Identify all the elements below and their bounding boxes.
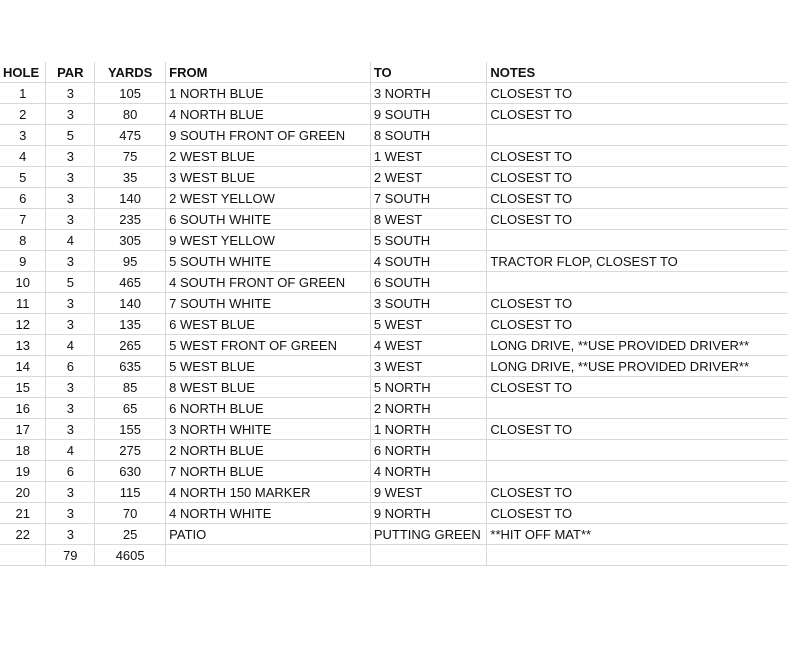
cell-notes: CLOSEST TO xyxy=(487,314,788,335)
table-row xyxy=(0,314,788,335)
cell-from: 4 NORTH 150 MARKER xyxy=(166,482,371,503)
table-row xyxy=(0,167,788,188)
cell-to: 6 SOUTH xyxy=(370,272,487,293)
cell-hole: 20 xyxy=(0,482,46,503)
cell-to: 1 WEST xyxy=(370,146,487,167)
table-row xyxy=(0,356,788,377)
table-row xyxy=(0,377,788,398)
cell-par: 5 xyxy=(46,125,95,146)
cell-par: 3 xyxy=(46,188,95,209)
header-notes: NOTES xyxy=(487,62,788,83)
table-row xyxy=(0,251,788,272)
cell-yards: 70 xyxy=(95,503,166,524)
cell-notes: TRACTOR FLOP, CLOSEST TO xyxy=(487,251,788,272)
cell-yards: 95 xyxy=(95,251,166,272)
cell-hole: 14 xyxy=(0,356,46,377)
cell-yards: 25 xyxy=(95,524,166,545)
cell-to: 2 WEST xyxy=(370,167,487,188)
cell-from: 7 SOUTH WHITE xyxy=(166,293,371,314)
cell-from: 5 WEST BLUE xyxy=(166,356,371,377)
cell-hole: 2 xyxy=(0,104,46,125)
cell-hole: 22 xyxy=(0,524,46,545)
cell-notes xyxy=(487,440,788,461)
cell-yards: 135 xyxy=(95,314,166,335)
cell-from: 6 SOUTH WHITE xyxy=(166,209,371,230)
cell-par: 5 xyxy=(46,272,95,293)
table-row xyxy=(0,125,788,146)
cell-yards: 635 xyxy=(95,356,166,377)
cell-par: 3 xyxy=(46,209,95,230)
cell-from: 6 NORTH BLUE xyxy=(166,398,371,419)
cell-to: 3 NORTH xyxy=(370,83,487,104)
cell-par: 3 xyxy=(46,167,95,188)
cell-notes xyxy=(487,398,788,419)
cell-yards: 35 xyxy=(95,167,166,188)
cell-from: 4 SOUTH FRONT OF GREEN xyxy=(166,272,371,293)
cell-par: 3 xyxy=(46,419,95,440)
cell-hole: 17 xyxy=(0,419,46,440)
cell-hole: 9 xyxy=(0,251,46,272)
table-row xyxy=(0,419,788,440)
cell-to: 4 WEST xyxy=(370,335,487,356)
cell-hole: 15 xyxy=(0,377,46,398)
cell-from: 5 SOUTH WHITE xyxy=(166,251,371,272)
cell-from: 7 NORTH BLUE xyxy=(166,461,371,482)
cell-yards: 80 xyxy=(95,104,166,125)
cell-yards: 475 xyxy=(95,125,166,146)
cell-par: 3 xyxy=(46,524,95,545)
cell-from: 8 WEST BLUE xyxy=(166,377,371,398)
cell-hole: 16 xyxy=(0,398,46,419)
cell-to: 3 WEST xyxy=(370,356,487,377)
cell-to: 5 NORTH xyxy=(370,377,487,398)
cell-yards: 140 xyxy=(95,293,166,314)
cell-yards: 65 xyxy=(95,398,166,419)
cell-to: 5 WEST xyxy=(370,314,487,335)
cell-from: 1 NORTH BLUE xyxy=(166,83,371,104)
cell-to: 2 NORTH xyxy=(370,398,487,419)
cell-notes: CLOSEST TO xyxy=(487,377,788,398)
cell-yards: 265 xyxy=(95,335,166,356)
cell-notes xyxy=(487,125,788,146)
cell-notes: CLOSEST TO xyxy=(487,167,788,188)
header-yards: YARDS xyxy=(95,62,166,83)
cell-yards: 235 xyxy=(95,209,166,230)
cell-par: 3 xyxy=(46,314,95,335)
cell-from: 2 WEST YELLOW xyxy=(166,188,371,209)
cell-to: 9 WEST xyxy=(370,482,487,503)
cell-from: 3 NORTH WHITE xyxy=(166,419,371,440)
cell-hole: 6 xyxy=(0,188,46,209)
table-row xyxy=(0,209,788,230)
cell-yards: 75 xyxy=(95,146,166,167)
cell-yards: 155 xyxy=(95,419,166,440)
cell-yards: 275 xyxy=(95,440,166,461)
cell-par: 4 xyxy=(46,335,95,356)
cell-hole: 1 xyxy=(0,83,46,104)
cell-to: 9 SOUTH xyxy=(370,104,487,125)
cell-from: 9 WEST YELLOW xyxy=(166,230,371,251)
cell-to: 4 SOUTH xyxy=(370,251,487,272)
cell-par: 3 xyxy=(46,398,95,419)
table-row xyxy=(0,461,788,482)
header-row xyxy=(0,62,788,83)
cell-to: 8 SOUTH xyxy=(370,125,487,146)
cell-notes: LONG DRIVE, **USE PROVIDED DRIVER** xyxy=(487,356,788,377)
totals-row xyxy=(0,545,788,566)
table-row xyxy=(0,188,788,209)
cell-yards: 85 xyxy=(95,377,166,398)
cell-hole: 19 xyxy=(0,461,46,482)
cell-par: 6 xyxy=(46,356,95,377)
cell-notes: CLOSEST TO xyxy=(487,188,788,209)
cell-par: 3 xyxy=(46,293,95,314)
cell-hole: 5 xyxy=(0,167,46,188)
cell-to: 3 SOUTH xyxy=(370,293,487,314)
total-par: 79 xyxy=(46,545,95,566)
header-to: TO xyxy=(370,62,487,83)
totals-hole-cell xyxy=(0,545,46,566)
cell-from: 6 WEST BLUE xyxy=(166,314,371,335)
cell-yards: 305 xyxy=(95,230,166,251)
header-from: FROM xyxy=(166,62,371,83)
cell-notes: CLOSEST TO xyxy=(487,482,788,503)
table-row xyxy=(0,83,788,104)
cell-notes xyxy=(487,461,788,482)
cell-to: 1 NORTH xyxy=(370,419,487,440)
table-row xyxy=(0,230,788,251)
cell-from: 4 NORTH WHITE xyxy=(166,503,371,524)
cell-notes: LONG DRIVE, **USE PROVIDED DRIVER** xyxy=(487,335,788,356)
cell-hole: 13 xyxy=(0,335,46,356)
cell-hole: 10 xyxy=(0,272,46,293)
table-row xyxy=(0,104,788,125)
table-row xyxy=(0,335,788,356)
cell-hole: 7 xyxy=(0,209,46,230)
table-row xyxy=(0,524,788,545)
cell-par: 3 xyxy=(46,503,95,524)
cell-par: 3 xyxy=(46,104,95,125)
cell-hole: 3 xyxy=(0,125,46,146)
cell-yards: 465 xyxy=(95,272,166,293)
cell-from: 2 NORTH BLUE xyxy=(166,440,371,461)
cell-to: 6 NORTH xyxy=(370,440,487,461)
cell-notes xyxy=(487,230,788,251)
cell-notes: **HIT OFF MAT** xyxy=(487,524,788,545)
table-row xyxy=(0,482,788,503)
golf-course-table xyxy=(0,62,788,566)
cell-par: 3 xyxy=(46,146,95,167)
cell-notes: CLOSEST TO xyxy=(487,503,788,524)
cell-par: 3 xyxy=(46,377,95,398)
cell-par: 4 xyxy=(46,440,95,461)
table-row xyxy=(0,398,788,419)
cell-notes: CLOSEST TO xyxy=(487,209,788,230)
cell-from: 5 WEST FRONT OF GREEN xyxy=(166,335,371,356)
cell-hole: 12 xyxy=(0,314,46,335)
cell-to: 8 WEST xyxy=(370,209,487,230)
table-body xyxy=(0,83,788,545)
header-par: PAR xyxy=(46,62,95,83)
cell-from: 2 WEST BLUE xyxy=(166,146,371,167)
cell-notes xyxy=(487,272,788,293)
cell-to: 4 NORTH xyxy=(370,461,487,482)
cell-yards: 140 xyxy=(95,188,166,209)
cell-hole: 4 xyxy=(0,146,46,167)
total-yards: 4605 xyxy=(95,545,166,566)
table-row xyxy=(0,272,788,293)
table-row xyxy=(0,146,788,167)
totals-to-cell xyxy=(370,545,487,566)
cell-hole: 11 xyxy=(0,293,46,314)
header-hole: HOLE xyxy=(0,62,46,83)
cell-to: 9 NORTH xyxy=(370,503,487,524)
cell-to: 7 SOUTH xyxy=(370,188,487,209)
cell-hole: 18 xyxy=(0,440,46,461)
cell-notes: CLOSEST TO xyxy=(487,146,788,167)
totals-notes-cell xyxy=(487,545,788,566)
cell-from: PATIO xyxy=(166,524,371,545)
cell-notes: CLOSEST TO xyxy=(487,83,788,104)
cell-notes: CLOSEST TO xyxy=(487,419,788,440)
cell-par: 6 xyxy=(46,461,95,482)
table-row xyxy=(0,503,788,524)
cell-notes: CLOSEST TO xyxy=(487,104,788,125)
cell-from: 4 NORTH BLUE xyxy=(166,104,371,125)
cell-par: 3 xyxy=(46,482,95,503)
cell-from: 3 WEST BLUE xyxy=(166,167,371,188)
cell-yards: 115 xyxy=(95,482,166,503)
totals-from-cell xyxy=(166,545,371,566)
cell-yards: 630 xyxy=(95,461,166,482)
cell-notes: CLOSEST TO xyxy=(487,293,788,314)
cell-par: 3 xyxy=(46,251,95,272)
cell-from: 9 SOUTH FRONT OF GREEN xyxy=(166,125,371,146)
cell-yards: 105 xyxy=(95,83,166,104)
cell-hole: 21 xyxy=(0,503,46,524)
cell-to: PUTTING GREEN xyxy=(370,524,487,545)
cell-par: 4 xyxy=(46,230,95,251)
table-row xyxy=(0,440,788,461)
table-row xyxy=(0,293,788,314)
cell-to: 5 SOUTH xyxy=(370,230,487,251)
cell-hole: 8 xyxy=(0,230,46,251)
cell-par: 3 xyxy=(46,83,95,104)
